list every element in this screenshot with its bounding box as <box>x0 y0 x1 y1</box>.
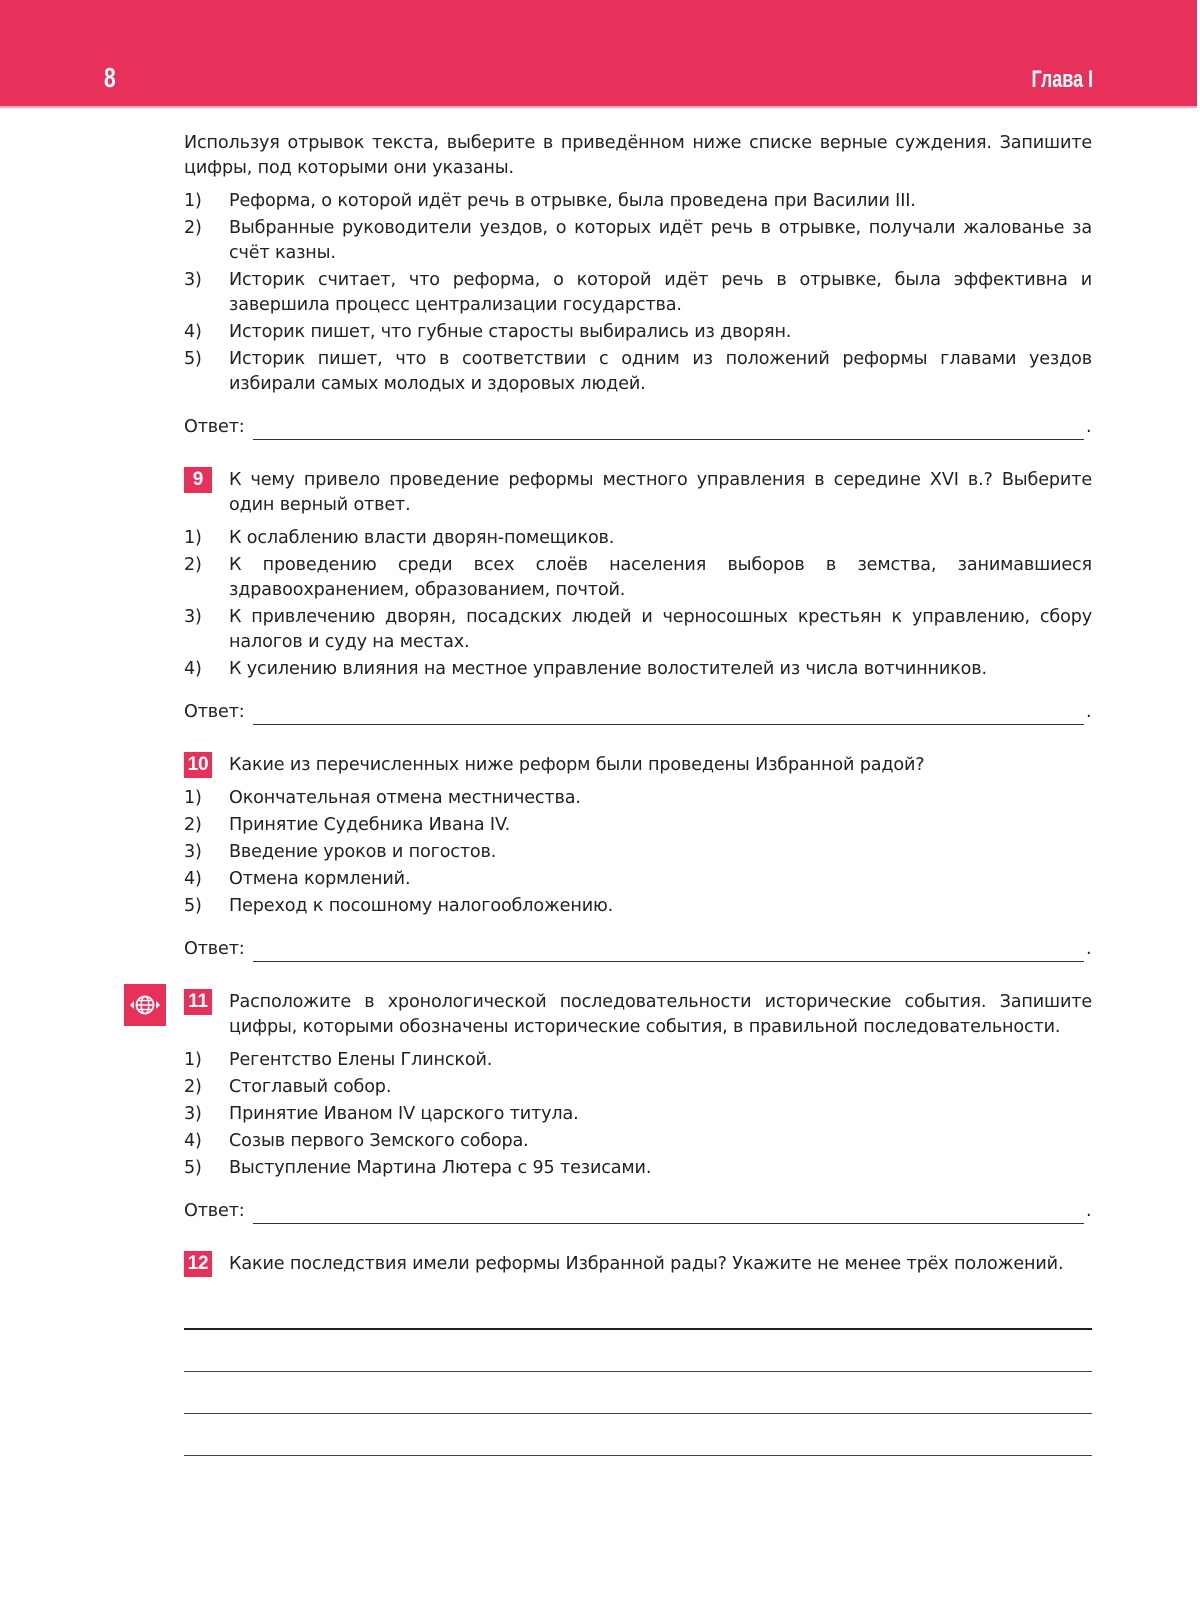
globe-icon[interactable] <box>124 984 166 1026</box>
options-list <box>184 189 1092 397</box>
option-number: 1) <box>184 191 202 211</box>
page-number: 8 <box>104 62 116 93</box>
option-item <box>184 657 1092 682</box>
option-item <box>184 1075 1092 1100</box>
option-number: 2) <box>184 815 202 835</box>
task-number-badge: 11 <box>184 989 212 1015</box>
option-item <box>184 894 1092 919</box>
page-content <box>184 131 1092 1456</box>
option-text: Переход к посошному налогообложению. <box>229 896 614 916</box>
options-list <box>184 786 1092 919</box>
option-number: 1) <box>184 528 202 548</box>
option-number: 5) <box>184 349 202 369</box>
answer-label: Ответ: <box>184 1201 245 1221</box>
option-number: 2) <box>184 218 202 238</box>
option-text: Реформа, о которой идёт речь в отрывке, была проведена при Василии III. <box>229 191 916 211</box>
answer-row <box>184 1196 1092 1224</box>
option-number: 1) <box>184 1050 202 1070</box>
answer-write-line[interactable] <box>184 1414 1092 1456</box>
task-8-continuation <box>184 131 1092 440</box>
task-12 <box>184 1252 1092 1456</box>
option-text: К проведению среди всех слоёв населения выборов в земства, занимавшиеся здравоохранением, образованием, почтой. <box>229 555 1092 600</box>
answer-write-line[interactable] <box>184 1330 1092 1372</box>
options-list <box>184 1048 1092 1181</box>
option-item <box>184 840 1092 865</box>
task-number-badge: 10 <box>184 752 212 778</box>
option-number: 4) <box>184 322 202 342</box>
option-number: 5) <box>184 896 202 916</box>
answer-label: Ответ: <box>184 702 245 722</box>
answer-write-line[interactable] <box>184 1287 1092 1330</box>
option-number: 4) <box>184 1131 202 1151</box>
option-item <box>184 605 1092 655</box>
option-text: Историк пишет, что в соответствии с одним из положений реформы главами уездов избирали самых молодых и здоровых людей. <box>229 349 1092 394</box>
option-item <box>184 1156 1092 1181</box>
task-question: Расположите в хронологической последовательности исторические события. Запишите цифры, которыми обозначены исторические события, в правильной последовательности. <box>229 992 1092 1037</box>
answer-label: Ответ: <box>184 939 245 959</box>
task-10 <box>184 753 1092 962</box>
option-number: 3) <box>184 842 202 862</box>
option-number: 3) <box>184 1104 202 1124</box>
option-text: Выбранные руководители уездов, о которых идёт речь в отрывке, получали жалованье за счёт казны. <box>229 218 1092 263</box>
option-text: Окончательная отмена местничества. <box>229 788 581 808</box>
option-text: Созыв первого Земского собора. <box>229 1131 529 1151</box>
answer-end: . <box>1086 417 1092 437</box>
option-item <box>184 189 1092 214</box>
task-number-badge: 9 <box>184 467 212 493</box>
task-number-badge: 12 <box>184 1251 212 1277</box>
task-question-row <box>184 1252 1092 1277</box>
task-question: Какие из перечисленных ниже реформ были проведены Избранной радой? <box>229 755 925 775</box>
task-question-row <box>184 468 1092 518</box>
answer-write-line[interactable] <box>184 1372 1092 1414</box>
task-question-row <box>184 990 1092 1040</box>
option-number: 2) <box>184 555 202 575</box>
option-item <box>184 320 1092 345</box>
option-text: Принятие Иваном IV царского титула. <box>229 1104 579 1124</box>
option-item <box>184 347 1092 397</box>
option-number: 5) <box>184 1158 202 1178</box>
option-item <box>184 1102 1092 1127</box>
task-question: К чему привело проведение реформы местного управления в середине XVI в.? Выберите один верный ответ. <box>229 470 1092 515</box>
task-question-row <box>184 753 1092 778</box>
option-item <box>184 1129 1092 1154</box>
option-number: 3) <box>184 270 202 290</box>
option-item <box>184 867 1092 892</box>
task-instructions: Используя отрывок текста, выберите в приведённом ниже списке верные суждения. Запишите цифры, под которыми они указаны. <box>184 133 1092 178</box>
option-item <box>184 813 1092 838</box>
option-text: К привлечению дворян, посадских людей и черносошных крестьян к управлению, сбору налогов и суду на местах. <box>229 607 1092 652</box>
answer-end: . <box>1086 702 1092 722</box>
answer-field[interactable] <box>253 419 1084 440</box>
option-text: Историк пишет, что губные старосты выбирались из дворян. <box>229 322 792 342</box>
answer-row <box>184 412 1092 440</box>
option-text: Выступление Мартина Лютера с 95 тезисами. <box>229 1158 652 1178</box>
page-header <box>0 0 1197 108</box>
answer-field[interactable] <box>253 704 1084 725</box>
option-item <box>184 1048 1092 1073</box>
option-text: Регентство Елены Глинской. <box>229 1050 493 1070</box>
option-text: Историк считает, что реформа, о которой идёт речь в отрывке, была эффективна и завершила процесс централизации государства. <box>229 270 1092 315</box>
option-number: 1) <box>184 788 202 808</box>
option-number: 4) <box>184 869 202 889</box>
option-text: К усилению влияния на местное управление волостителей из числа вотчинников. <box>229 659 987 679</box>
option-item <box>184 786 1092 811</box>
task-11 <box>184 990 1092 1224</box>
option-text: Стоглавый собор. <box>229 1077 392 1097</box>
answer-field[interactable] <box>253 1203 1084 1224</box>
answer-row <box>184 697 1092 725</box>
option-text: Введение уроков и погостов. <box>229 842 497 862</box>
chapter-title: Глава I <box>1031 66 1093 93</box>
task-question: Какие последствия имели реформы Избранной рады? Укажите не менее трёх положений. <box>229 1254 1064 1274</box>
answer-label: Ответ: <box>184 417 245 437</box>
answer-row <box>184 934 1092 962</box>
task-9 <box>184 468 1092 725</box>
option-number: 3) <box>184 607 202 627</box>
option-text: К ослаблению власти дворян-помещиков. <box>229 528 615 548</box>
option-item <box>184 268 1092 318</box>
option-item <box>184 553 1092 603</box>
options-list <box>184 526 1092 682</box>
option-text: Отмена кормлений. <box>229 869 411 889</box>
answer-field[interactable] <box>253 941 1084 962</box>
answer-end: . <box>1086 1201 1092 1221</box>
answer-end: . <box>1086 939 1092 959</box>
option-item <box>184 526 1092 551</box>
option-number: 2) <box>184 1077 202 1097</box>
option-item <box>184 216 1092 266</box>
option-number: 4) <box>184 659 202 679</box>
option-text: Принятие Судебника Ивана IV. <box>229 815 511 835</box>
